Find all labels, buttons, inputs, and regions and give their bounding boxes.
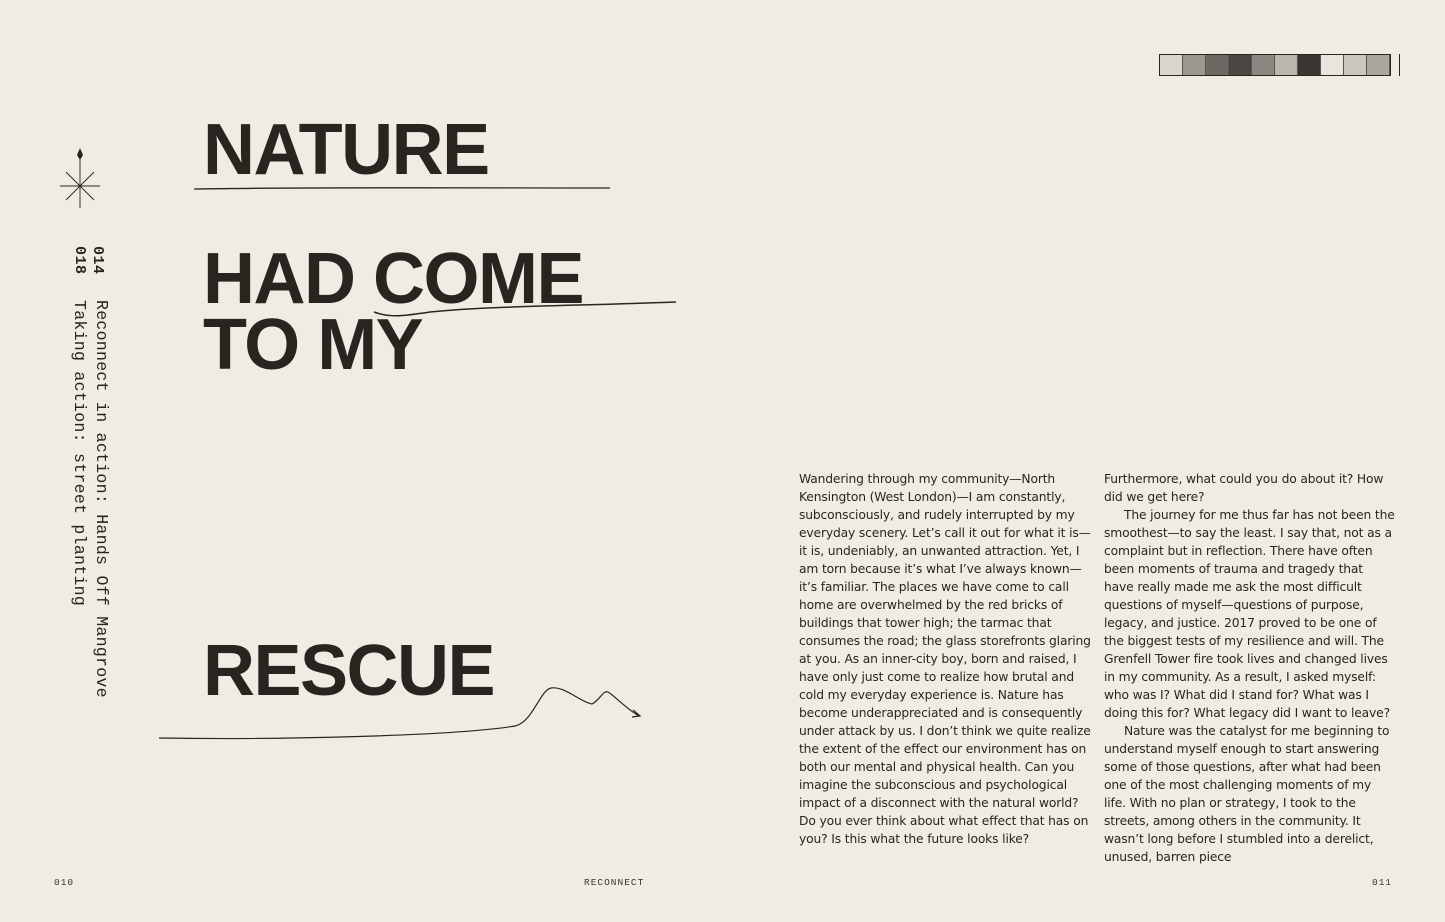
section-title-a: Reconnect in action: Hands Off Mangrove <box>92 300 111 698</box>
headline-line-3: TO MY <box>203 305 423 385</box>
color-swatch <box>1160 55 1183 75</box>
underline-nature <box>190 180 615 194</box>
body-column-right <box>1104 470 1396 866</box>
headline-line-2: HAD COME <box>203 239 583 319</box>
color-swatch <box>1275 55 1298 75</box>
section-title-b: Taking action: street planting <box>70 300 89 607</box>
running-head: RECONNECT <box>584 877 645 888</box>
page-number-b: 018 <box>71 246 88 275</box>
underline-rescue <box>155 680 650 746</box>
section-titles <box>68 300 112 698</box>
headline-line-4: RESCUE <box>203 631 495 711</box>
color-swatch <box>1344 55 1367 75</box>
color-swatch <box>1298 55 1321 75</box>
section-page-numbers <box>70 246 106 275</box>
color-swatch-strip <box>1159 54 1391 76</box>
color-swatch <box>1206 55 1229 75</box>
page-number-right: 011 <box>1372 877 1393 888</box>
headline-line-1: NATURE <box>203 110 489 190</box>
paragraph: Wandering through my community—North Kensington (West London)—I am constantly, subconsciously, and rudely interrupted by my everyday scenery. Let’s call it out for what it is—it is, undeniably, an unwanted attraction. Yet, I am torn because it’s what I’ve always known—it’s familiar. The places we have come to call home are overwhelmed by the red bricks of buildings that tower high; the tarmac that consumes the road; the glass storefronts glaring at you. As an inner-city boy, born and raised, I have only just come to realize how brutal and cold my everyday experience is. Nature has become underappreciated and is consequently under attack by us. I don’t think we quite realize the extent of the effect our environment has on both our mental and physical health. Can you imagine the subconscious and psychological impact of a disconnect with the natural world? Do you ever think about what effect that has on you? Is this what the future looks like? <box>799 472 1091 846</box>
color-swatch <box>1183 55 1206 75</box>
color-swatch <box>1252 55 1275 75</box>
swatch-divider <box>1399 54 1400 76</box>
paragraph: Furthermore, what could you do about it? How did we get here? <box>1104 472 1384 504</box>
page-number-left: 010 <box>54 877 75 888</box>
color-swatch <box>1367 55 1390 75</box>
paragraph: Nature was the catalyst for me beginning to understand myself enough to start answering some of those questions, after what had been one of the most challenging moments of my life. With no plan or strategy, I took to the streets, among others in the community. It wasn’t long before I stumbled into a derelict, unused, barren piece <box>1104 724 1390 864</box>
color-swatch <box>1229 55 1252 75</box>
color-swatch <box>1321 55 1344 75</box>
paragraph: The journey for me thus far has not been the smoothest—to say the least. I say that, not as a complaint but in reflection. There have often been moments of trauma and tragedy that have really made me ask the most difficult questions of myself—questions of purpose, legacy, and justice. 2017 proved to be one of the biggest tests of my resilience and will. The Grenfell Tower fire took lives and changed lives in my community. As a result, I asked myself: who was I? What did I stand for? What was I doing this for? What legacy did I want to leave? <box>1104 508 1395 720</box>
compass-star-icon <box>56 146 104 212</box>
body-column-left <box>799 470 1091 848</box>
page-number-a: 014 <box>89 246 106 275</box>
underline-come <box>370 296 680 322</box>
